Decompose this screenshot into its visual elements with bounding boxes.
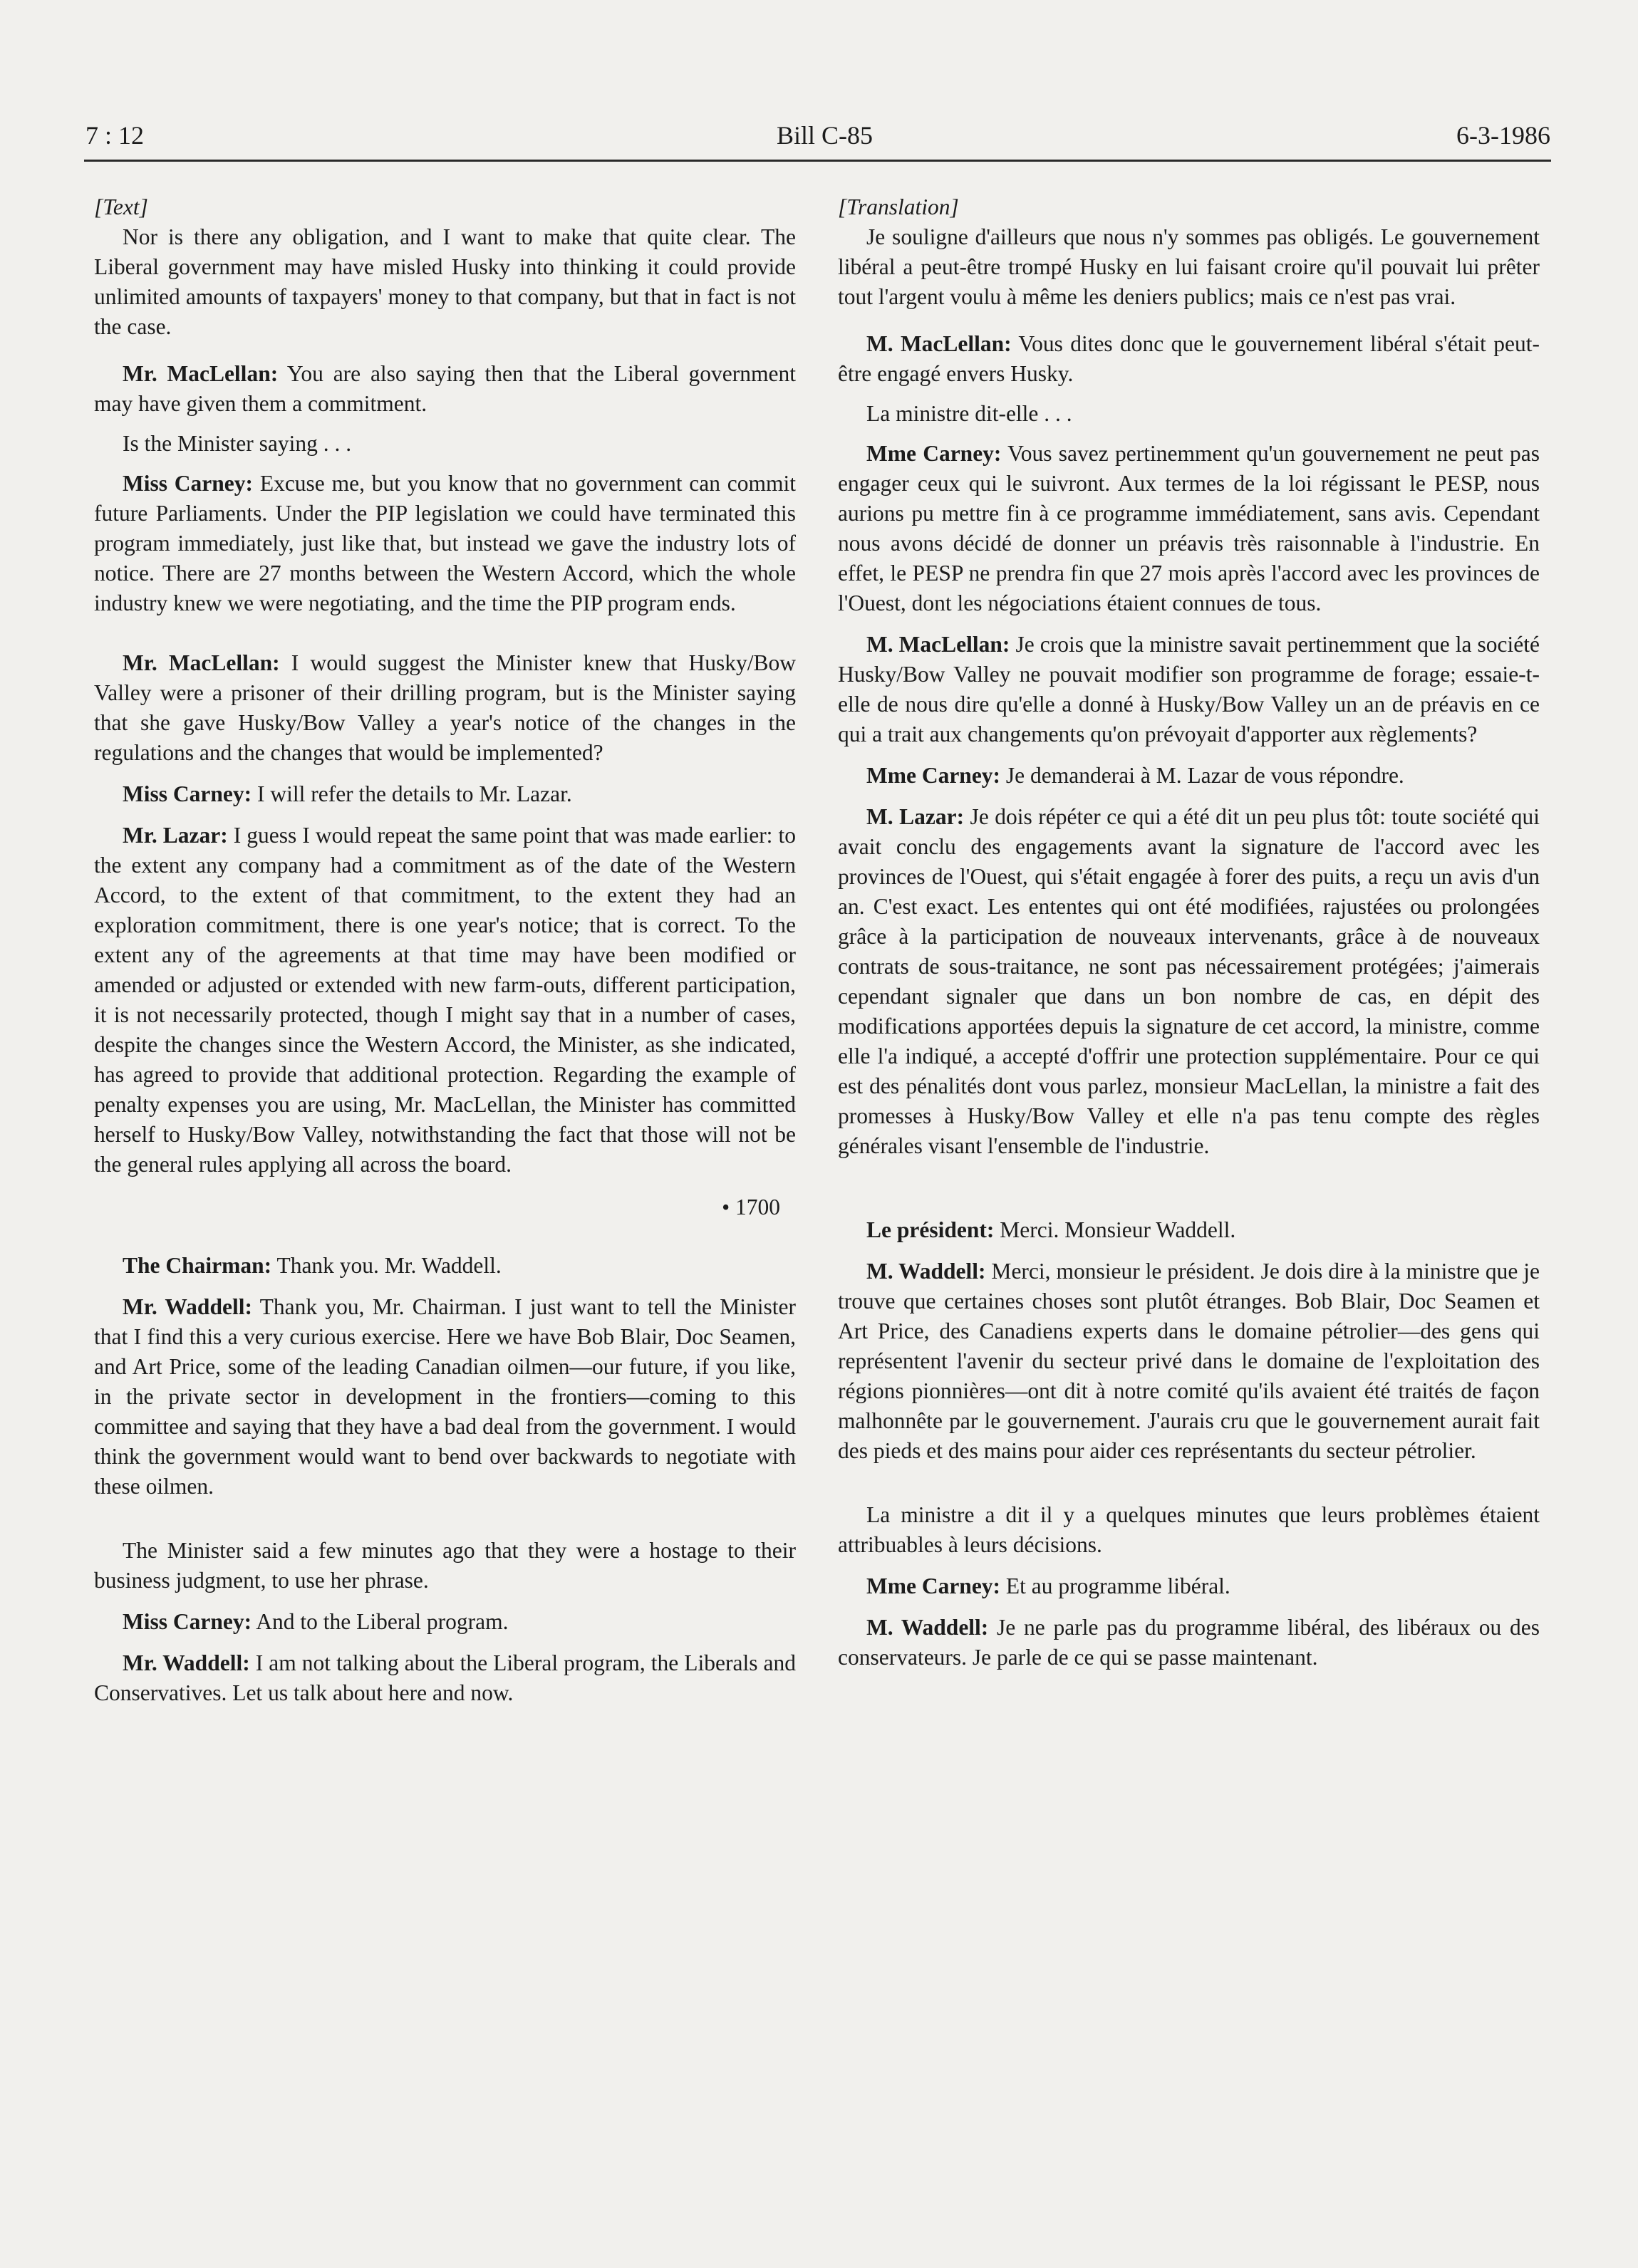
speaker: M. MacLellan:: [866, 632, 1010, 657]
speaker: Mme Carney:: [866, 763, 1001, 788]
paragraph: [94, 1536, 796, 1596]
paragraph: [94, 1251, 796, 1281]
paragraph-text: I guess I would repeat the same point that was made earlier: to the extent any company had a commitment as of the date of the Western Accord, to the extent of that commitment, to the extent they had an exploration commitment, there is one year's notice; that is correct. To the extent any of the agreements at that time may have been modified or amended or adjusted or extended with new farm-outs, different participation, it is not necessarily protected, though I might say that in a number of cases, despite the changes since the Western Accord, the Minister, as she indicated, has agreed to provide that additional protection. Regarding the example of penalty expenses you are using, Mr. MacLellan, the Minister has committed herself to Husky/Bow Valley, notwithstanding the fact that those will not be the general rules applying all across the board.: [94, 823, 796, 1177]
page-number: 7 : 12: [85, 121, 145, 150]
speaker: Mme Carney:: [866, 1573, 1001, 1598]
speaker: Mr. MacLellan:: [123, 650, 280, 675]
time-marker: • 1700: [722, 1195, 780, 1219]
speaker: M. MacLellan:: [866, 331, 1012, 356]
column-label: [Translation]: [838, 194, 959, 219]
paragraph-text: Je souligne d'ailleurs que nous n'y sommes pas obligés. Le gouvernement libéral a peut-être trompé Husky en lui faisant croire qu'il pouvait lui prêter tout l'argent voulu à même les deniers publics; mais ce n'est pas vrai.: [838, 224, 1540, 309]
paragraph-text: Is the Minister saying . . .: [123, 431, 352, 456]
paragraph-text: Et au programme libéral.: [1000, 1573, 1230, 1598]
paragraph: [838, 802, 1540, 1161]
speaker: Miss Carney:: [123, 781, 252, 806]
paragraph: [94, 648, 796, 768]
speaker: Le président:: [866, 1217, 995, 1242]
paragraph: [838, 1571, 1540, 1601]
paragraph-text: Je dois répéter ce qui a été dit un peu plus tôt: toute société qui avait conclu des engagements avant la signature de l'accord avec les provinces de l'Ouest, qui s'était engagée à forer des puits, a reçu un avis d'un an. C'est exact. Les ententes qui ont été modifiées, rajustées ou prolongées grâce à la participation de nouveaux intervenants, grâce à de nouveaux contrats de sous-traitance, ne sont pas nécessairement protégées; j'aimerais cependant signaler que dans un bon nombre de cas, en dépit des modifications apportées depuis la signature de cet accord, la ministre, comme elle l'a indiqué, a accepté d'offrir une protection supplémentaire. Pour ce qui est des pénalités dont vous parlez, monsieur MacLellan, la ministre a fait des promesses à Husky/Bow Valley et elle n'a pas tenu compte des règles générales visant l'ensemble de l'industrie.: [838, 804, 1540, 1158]
paragraph: [838, 1257, 1540, 1466]
paragraph-text: Thank you. Mr. Waddell.: [271, 1253, 502, 1278]
paragraph-text: Je ne parle pas du programme libéral, des libéraux ou des conservateurs. Je parle de ce qui se passe maintenant.: [838, 1615, 1540, 1670]
paragraph: [838, 630, 1540, 749]
speaker: M. Lazar:: [866, 804, 965, 829]
paragraph: [838, 1613, 1540, 1673]
paragraph-text: You are also saying then that the Liberal government may have given them a commitment.: [94, 361, 796, 416]
paragraph: [94, 359, 796, 419]
speaker: The Chairman:: [123, 1253, 272, 1278]
paragraph-text: Merci, monsieur le président. Je dois dire à la ministre que je trouve que certaines choses sont plutôt étranges. Bob Blair, Doc Seamen et Art Price, des Canadiens experts dans le domaine pétrolier—des gens qui représentent l'avenir du secteur privé dans le domaine de l'exploitation des régions pionnières—ont dit à notre comité qu'ils avaient été traités de façon malhonnête par le gouvernement. J'aurais cru que le gouvernement aurait fait des pieds et des mains pour aider ces représentants du secteur pétrolier.: [838, 1259, 1540, 1463]
speaker: Mr. Waddell:: [123, 1650, 250, 1675]
paragraph-text: Vous savez pertinemment qu'un gouvernement ne peut pas engager ceux qui le suivront. Aux termes de la loi régissant le PESP, nous aurions pu mettre fin à ce programme immédiatement, sans avis. Cependant nous avons décidé de donner un préavis très raisonnable à l'industrie. En effet, le PESP ne prendra fin que 27 mois après l'accord avec les provinces de l'Ouest, dont les négociations étaient connues de tous.: [838, 441, 1540, 615]
paragraph-text: Vous dites donc que le gouvernement libéral s'était peut-être engagé envers Husky.: [838, 331, 1540, 386]
paragraph: [838, 439, 1540, 618]
speaker: Mr. MacLellan:: [123, 361, 279, 386]
speaker: Mr. Waddell:: [123, 1294, 252, 1319]
paragraph: [838, 329, 1540, 389]
paragraph: [94, 1607, 796, 1637]
paragraph-text: Je crois que la ministre savait pertinemment que la société Husky/Bow Valley ne pouvait modifier son programme de forage; essaie-t-elle de nous dire qu'elle a donné à Husky/Bow Valley un an de préavis en ce qui a trait aux changements qu'on prévoyait d'apporter aux règlements?: [838, 632, 1540, 747]
paragraph: [94, 222, 796, 342]
paragraph: [838, 761, 1540, 791]
paragraph: [94, 1292, 796, 1502]
speaker: Miss Carney:: [123, 1609, 252, 1634]
page-date: 6-3-1986: [1456, 121, 1550, 150]
speaker: M. Waddell:: [866, 1615, 989, 1640]
paragraph: [94, 429, 796, 459]
paragraph-text: Je demanderai à M. Lazar de vous répondre.: [1000, 763, 1404, 788]
column-label: [Text]: [94, 194, 148, 219]
paragraph-text: I am not talking about the Liberal program, the Liberals and Conservatives. Let us talk about here and now.: [94, 1650, 796, 1705]
paragraph-text: And to the Liberal program.: [252, 1609, 509, 1634]
paragraph: [94, 1648, 796, 1708]
paragraph: [838, 399, 1540, 429]
speaker: M. Waddell:: [866, 1259, 986, 1284]
paragraph-text: I would suggest the Minister knew that Husky/Bow Valley were a prisoner of their drilling program, but is the Minister saying that she gave Husky/Bow Valley a year's notice of the changes in the regulations and the changes that would be implemented?: [94, 650, 796, 765]
paragraph: [838, 1215, 1540, 1245]
paragraph: [94, 469, 796, 618]
paragraph: [838, 1500, 1540, 1560]
paragraph-text: Thank you, Mr. Chairman. I just want to tell the Minister that I find this a very curious exercise. Here we have Bob Blair, Doc Seamen, and Art Price, some of the leading Canadian oilmen—our future, if you like, in the private sector in development in the frontiers—coming to this committee and saying that they have a bad deal from the government. I would think the government would want to bend over backwards to negotiate with these oilmen.: [94, 1294, 796, 1499]
french-column: [838, 192, 1540, 1684]
paragraph: [94, 779, 796, 809]
bill-title: Bill C-85: [777, 121, 874, 150]
speaker: Mr. Lazar:: [123, 823, 228, 848]
spacer: [838, 1172, 1540, 1215]
speaker: Mme Carney:: [866, 441, 1002, 466]
paragraph-text: Nor is there any obligation, and I want to make that quite clear. The Liberal government may have misled Husky into thinking it could provide unlimited amounts of taxpayers' money to that company, but that in fact is not the case.: [94, 224, 796, 339]
paragraph: [94, 821, 796, 1180]
paragraph-text: The Minister said a few minutes ago that they were a hostage to their business judgment, to use her phrase.: [94, 1538, 796, 1593]
paragraph: [838, 222, 1540, 312]
speaker: Miss Carney:: [123, 471, 254, 496]
paragraph-text: Excuse me, but you know that no government can commit future Parliaments. Under the PIP legislation we could have terminated this program immediately, just like that, but instead we gave the industry lots of notice. There are 27 months between the Western Accord, which the whole industry knew we were negotiating, and the time the PIP program ends.: [94, 471, 796, 615]
paragraph-text: I will refer the details to Mr. Lazar.: [252, 781, 572, 806]
paragraph-text: La ministre dit-elle . . .: [866, 401, 1072, 426]
paragraph-text: Merci. Monsieur Waddell.: [994, 1217, 1236, 1242]
header-rule: [84, 160, 1551, 162]
paragraph-text: La ministre a dit il y a quelques minutes que leurs problèmes étaient attribuables à leurs décisions.: [838, 1502, 1540, 1557]
english-column: [94, 192, 796, 1720]
